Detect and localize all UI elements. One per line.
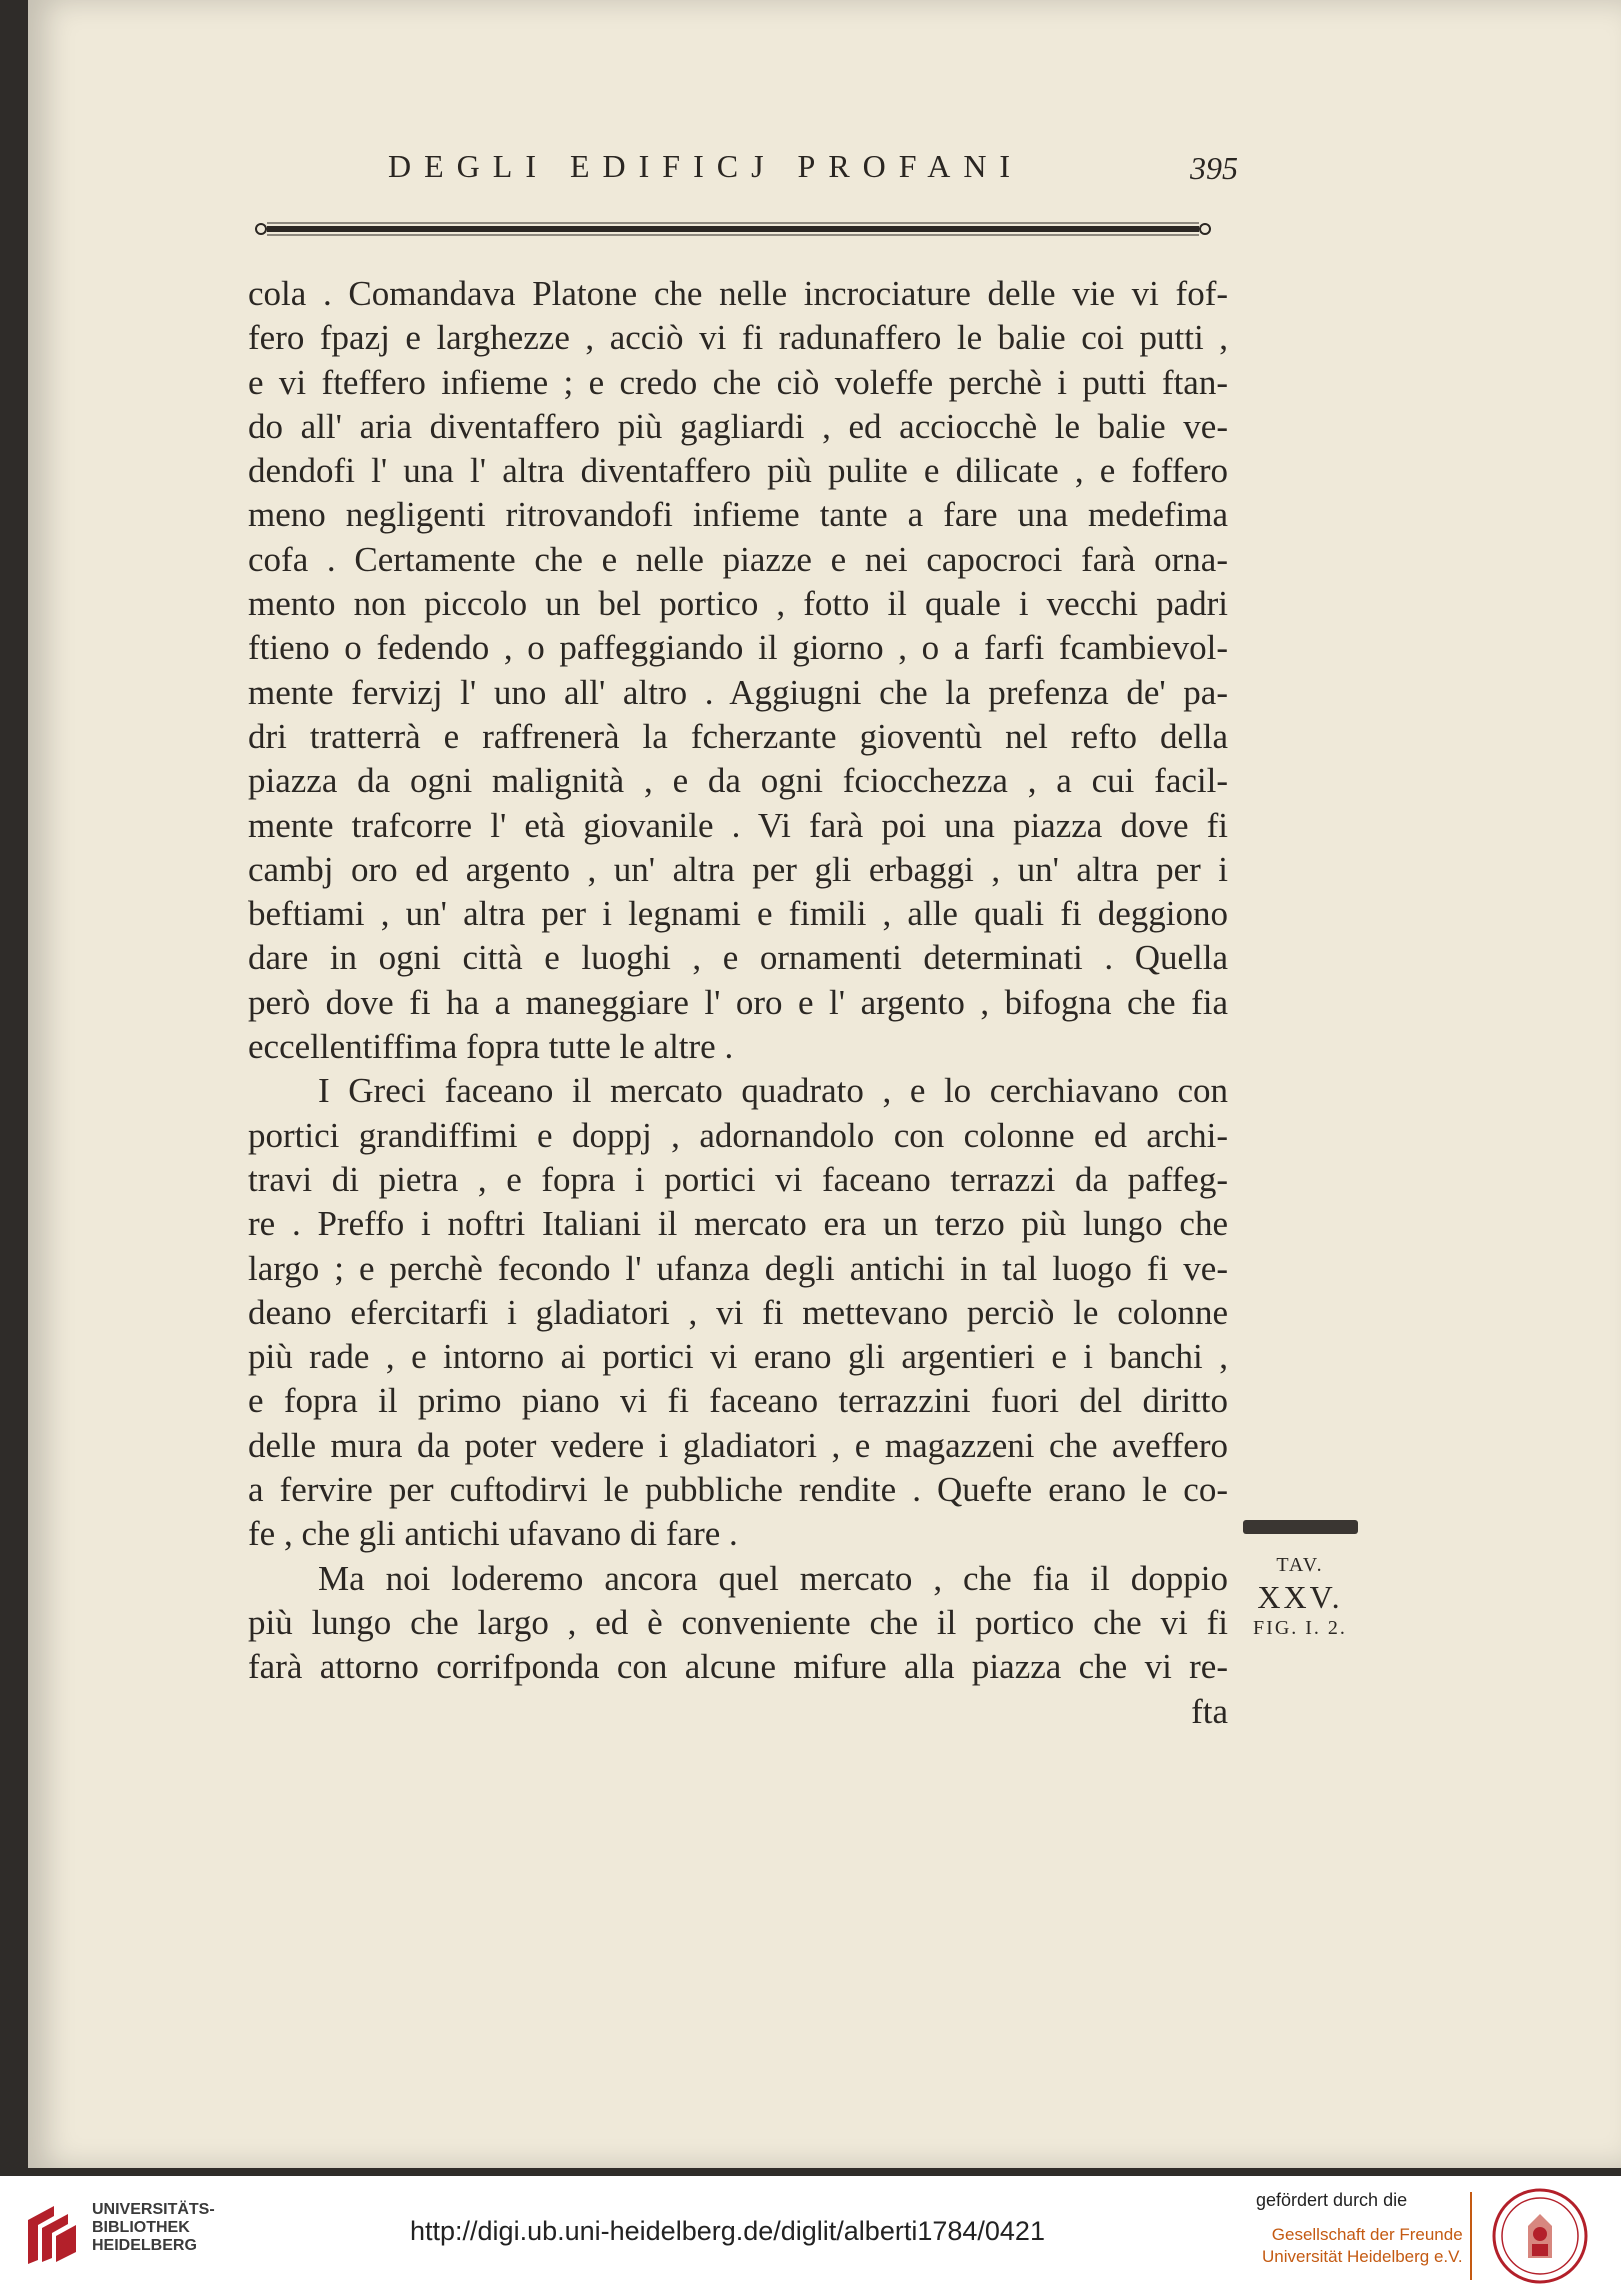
marginal-rule <box>1243 1520 1358 1534</box>
page-number: 395 <box>1190 150 1238 186</box>
text-line: Ma noi loderemo ancora quel mercato , che fia il doppio <box>318 1558 1228 1598</box>
text-line: dri tratterrà e raffrenerà la fcherzante gioventù nel refto della <box>248 716 1228 756</box>
text-line: dare in ogni città e luoghi , e ornamenti determinati . Quella <box>248 938 1228 978</box>
body-text <box>248 272 1228 1734</box>
text-line: deano efercitarfi i gladiatori , vi fi mettevano perciò le colonne <box>248 1292 1228 1332</box>
text-line: portici grandiffimi e doppj , adornandolo con colonne ed archi- <box>248 1115 1228 1155</box>
text-line: farà attorno corrifponda con alcune mifure alla piazza che vi re- <box>248 1647 1228 1687</box>
text-line: travi di pietra , e fopra i portici vi faceano terrazzi da paffeg- <box>248 1159 1228 1199</box>
library-name-line: UNIVERSITÄTS- <box>92 2201 215 2218</box>
text-line: però dove fi ha a maneggiare l' oro e l' argento , bifogna che fia <box>248 982 1228 1022</box>
sponsor-label: gefördert durch die <box>1256 2190 1408 2210</box>
text-line: mente trafcorre l' età giovanile . Vi farà poi una piazza dove fi <box>248 805 1228 845</box>
sponsor-name <box>1262 2224 1463 2268</box>
text-line: re . Preffo i noftri Italiani il mercato era un terzo più lungo che <box>248 1204 1228 1244</box>
text-line: largo ; e perchè fecondo l' ufanza degli antichi in tal luogo fi ve- <box>248 1248 1228 1288</box>
text-line: a fervire per cuftodirvi le pubbliche rendite . Quefte erano le co- <box>248 1470 1228 1510</box>
text-line: cambj oro ed argento , un' altra per gli erbaggi , un' altra per i <box>248 849 1228 889</box>
text-line: delle mura da poter vedere i gladiatori , e magazzeni che aveffero <box>248 1425 1228 1465</box>
text-line: dendofi l' una l' altra diventaffero più pulite e dilicate , e foffero <box>248 451 1228 491</box>
text-line: e fopra il primo piano vi fi faceano terrazzini fuori del diritto <box>248 1381 1228 1421</box>
running-title: DEGLI EDIFICJ PROFANI <box>388 148 1024 184</box>
text-line: fero fpazj e larghezze , acciò vi fi radunaffero le balie coi putti , <box>248 318 1228 358</box>
marginal-plate-number: XXV. <box>1257 1579 1343 1615</box>
text-line: piazza da ogni malignità , e da ogni fciocchezza , a cui facil- <box>248 761 1228 801</box>
text-line: do all' aria diventaffero più gagliardi , ed acciocchè le balie ve- <box>248 406 1228 446</box>
text-line: più lungo che largo , ed è conveniente che il portico che vi fi <box>248 1602 1228 1642</box>
marginal-tav: TAV. <box>1276 1554 1324 1576</box>
text-line: beftiami , un' altra per i legnami e fimili , alle quali fi deggiono <box>248 894 1228 934</box>
marginal-figure: FIG. I. 2. <box>1253 1617 1347 1639</box>
text-line: meno negligenti ritrovandofi infieme tante a fare una medefima <box>248 495 1228 535</box>
text-line: cola . Comandava Platone che nelle incrociature delle vie vi fof- <box>248 274 1228 313</box>
text-line: mente fervizj l' uno all' altro . Aggiugni che la prefenza de' pa- <box>248 672 1228 712</box>
text-line: eccellentiffima fopra tutte le altre . <box>248 1027 734 1067</box>
library-name-line: BIBLIOTHEK <box>92 2219 190 2236</box>
text-line: ftieno o fedendo , o paffeggiando il giorno , o a farfi fcambievol- <box>248 628 1228 668</box>
text-line: I Greci faceano il mercato quadrato , e lo cerchiavano con <box>318 1071 1228 1111</box>
footer-divider <box>1470 2192 1472 2280</box>
sponsor-name-line: Gesellschaft der Freunde <box>1271 2225 1463 2244</box>
text-line: fe , che gli antichi ufavano di fare . <box>248 1514 738 1554</box>
text-line: e vi fteffero infieme ; e credo che ciò voleffe perchè i putti ftan- <box>248 362 1228 402</box>
book-page <box>28 0 1621 2168</box>
text-line: cofa . Certamente che e nelle piazze e nei capocroci farà orna- <box>248 539 1228 579</box>
permalink-url[interactable]: http://digi.ub.uni-heidelberg.de/diglit/alberti1784/0421 <box>410 2216 1045 2246</box>
text-line: mento non piccolo un bel portico , fotto il quale i vecchi padri <box>248 584 1228 624</box>
marginal-plate-reference <box>1240 1520 1360 1640</box>
page-header <box>358 148 1238 188</box>
university-seal-icon <box>1490 2186 1590 2286</box>
text-line: più rade , e intorno ai portici vi erano gli argentieri e i banchi , <box>248 1337 1228 1377</box>
sponsor-name-line: Universität Heidelberg e.V. <box>1262 2247 1463 2266</box>
university-library-logo-icon <box>20 2200 80 2270</box>
library-name <box>92 2201 215 2255</box>
library-footer <box>0 2176 1621 2291</box>
decorative-rule <box>253 222 1213 236</box>
library-name-line: HEIDELBERG <box>92 2237 197 2254</box>
catchword: fta <box>1191 1691 1228 1731</box>
